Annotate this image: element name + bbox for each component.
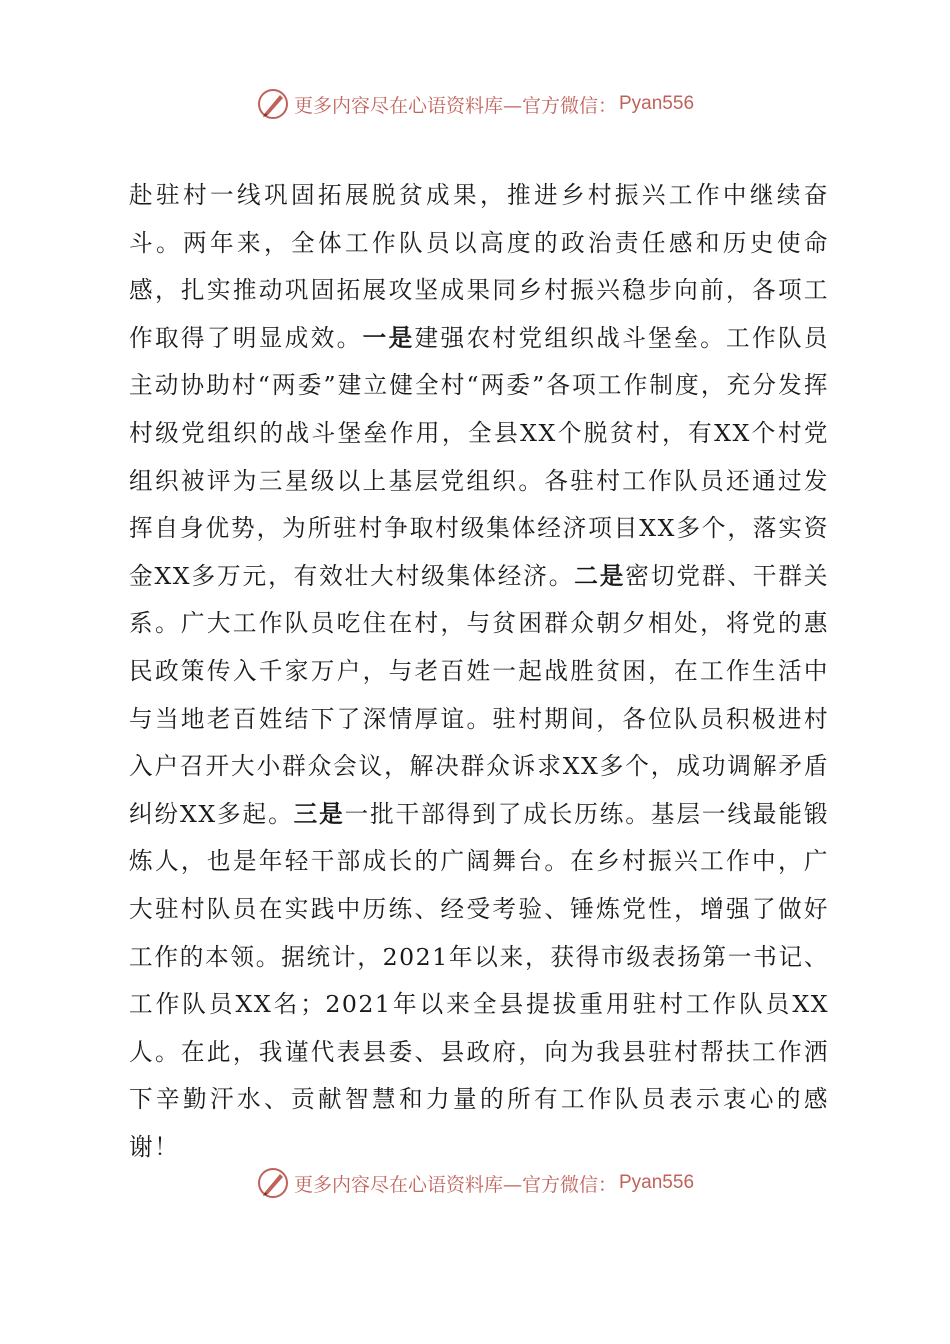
quill-pen-logo-icon bbox=[256, 87, 290, 121]
point-three-marker: 三是 bbox=[293, 799, 345, 828]
point-one-marker: 一是 bbox=[362, 323, 415, 352]
paragraph-point-one: 建强农村党组织战斗堡垒。工作队员主动协助村“两委”建立健全村“两委”各项工作制度，充分发挥村级党组织的战斗堡垒作用，全县XX个脱贫村，有XX个村党组织被评为三星级以上基层党组织。各驻村工作队员还通过发挥自身优势，为所驻村争取村级集体经济项目XX多个，落实资金XX多万元，有效壮大村级集体经济。 bbox=[129, 323, 830, 590]
quill-pen-logo-icon bbox=[256, 1166, 290, 1200]
wechat-id: Pyan556 bbox=[619, 93, 695, 114]
wechat-id: Pyan556 bbox=[619, 1172, 695, 1193]
point-two-marker: 二是 bbox=[574, 561, 626, 590]
paragraph-intro: 赴驻村一线巩固拓展脱贫成果，推进乡村振兴工作中继续奋斗。两年来，全体工作队员以高度的政治责任感和历史使命感，扎实推动巩固拓展攻坚成果同乡村振兴稳步向前，各项工作取得了明显成效。 bbox=[129, 181, 829, 352]
banner-text: 更多内容尽在心语资料库—官方微信： bbox=[293, 1173, 617, 1196]
paragraph-point-three: 一批干部得到了成长历练。基层一线最能锻炼人，也是年轻干部成长的广阔舞台。在乡村振兴工作中，广大驻村队员在实践中历练、经受考验、锤炼党性，增强了做好工作的本领。据统计，2021年以来，获得市级表扬第一书记、工作队员XX名；2021年以来全县提拔重用驻村工作队员XX人。在此，我谨代表县委、县政府，向为我县驻村帮扶工作洒下辛勤汗水、贡献智慧和力量的所有工作队员表示衷心的感谢！ bbox=[129, 799, 829, 1161]
footer-watermark-banner bbox=[0, 1163, 950, 1203]
body-paragraph bbox=[129, 172, 829, 1171]
header-watermark-banner bbox=[0, 84, 950, 124]
paragraph-point-two: 密切党群、干群关系。广大工作队员吃住在村，与贫困群众朝夕相处，将党的惠民政策传入千家万户，与老百姓一起战胜贫困，在工作生活中与当地老百姓结下了深情厚谊。驻村期间，各位队员积极进村入户召开大小群众会议，解决群众诉求XX多个，成功调解矛盾纠纷XX多起。 bbox=[129, 561, 829, 828]
banner-text: 更多内容尽在心语资料库—官方微信： bbox=[293, 94, 617, 117]
